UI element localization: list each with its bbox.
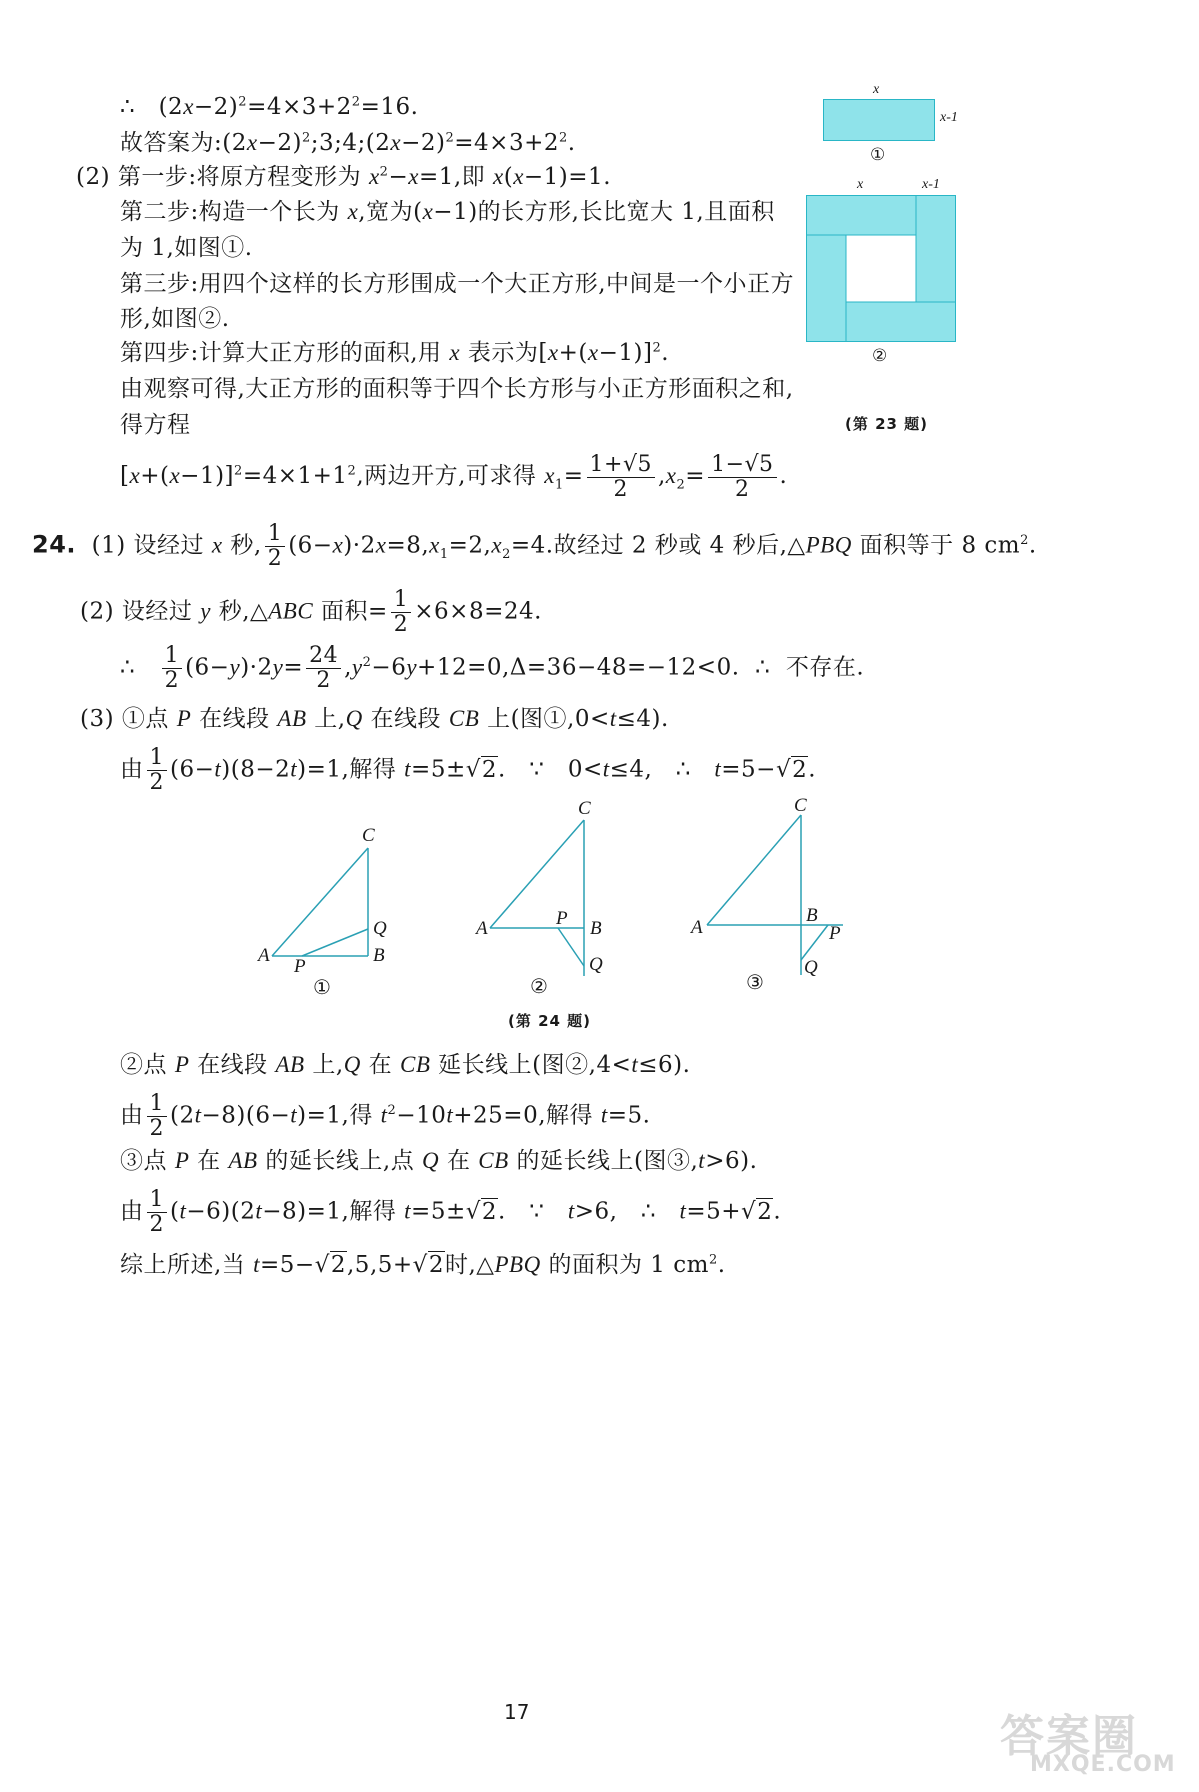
fig24-1-label-C: C [362,825,375,846]
q24-part-1: 24. (1) 设经过 x 秒, $\frac{1}{2}$ $(6-x)\cdot 2x=8,x_1=2,x_2=4$.故经过 2 秒或 4 秒后,△PBQ 面积等于 8 $cm^2$. [32,521,1037,571]
q24-part-3a: 由 $\frac{1}{2}$ (6−t)(8−2t)=1,解得 t=5±√2. ∵ 0<t≤4, ∴ t=5−√2. [120,745,817,795]
fig24-figure-1-number: ① [313,975,331,999]
q24-part-3: (3) ①点 P 在线段 AB 上,Q 在线段 CB 上(图①,0<t≤4). [80,706,669,732]
fig23-figure-1-number: ① [870,145,886,165]
q23-line-2: 故答案为$:(2x-2)^2;3;4;(2x-2)^2=4\times 3+2^2$. [120,130,576,156]
q24-part-3b: ②点 P 在线段 AB 上,Q 在 CB 延长线上(图②,4<t≤6). [120,1052,691,1078]
fig23-big-square [806,195,956,342]
q23-step-2b: 为 1,如图①. [120,235,253,261]
fig24-2-label-C: C [578,798,591,819]
q24-number: 24. [32,530,77,559]
root1-numerator: 1+√5 [587,453,655,478]
fig23-figure-2-number: ② [872,346,888,366]
fig24-2-label-B: B [590,918,602,939]
q23-step-4: 第四步:计算大正方形的面积,用 x 表示为$[x+(x-1)]^2$. [120,340,670,366]
fig23-label-x-minus-1: x-1 [940,110,958,125]
fig24-3-label-A: A [691,917,703,938]
q23-obs-1: 由观察可得,大正方形的面积等于四个长方形与小正方形面积之和, [120,376,794,402]
fig24-figure-3 [705,815,845,977]
q24-part-3c: 由 $\frac{1}{2}$ (2t−8)(6−t)=1,得 $t^2-10t+25=0$,解得 t=5. [120,1091,651,1141]
fig24-figure-2 [488,818,598,980]
fig24-3-label-B: B [806,905,818,926]
page-number: 17 [504,1700,530,1724]
q23-obs-2: 得方程 [120,412,191,438]
fig24-1-label-B: B [373,945,385,966]
q24-summary: 综上所述,当 t=5−√2,5,5+√2时,△PBQ 的面积为 1 $cm^2$. [120,1252,726,1278]
q24-part-3d: ③点 P 在 AB 的延长线上,点 Q 在 CB 的延长线上(图③,t>6). [120,1148,758,1174]
fig23-label-x-top: x [873,82,880,97]
fig24-3-label-Q: Q [804,957,818,978]
root2-numerator: 1−√5 [708,453,776,478]
q23-step-3b: 形,如图②. [120,306,230,332]
fig24-2-label-P: P [556,908,568,929]
watermark-url: MXQE.COM [1030,1752,1176,1777]
fig24-figure-2-number: ② [530,974,548,998]
fig24-1-label-A: A [258,945,270,966]
fig24-3-label-C: C [794,795,807,816]
q23-equation: $[x+(x-1)]^2=4\times 1+1^2$,两边开方,可求得 $x_1=$ $\frac{1+√5}{2}$ $,x_2=$ $\frac{1-√5}{2}$ . [120,451,788,502]
fig24-1-label-P: P [294,956,306,977]
fig23-rect-1 [823,99,935,141]
fig24-figure-3-number: ③ [746,970,764,994]
fig24-caption: (第 24 题) [508,1012,592,1030]
q23-step-3a: 第三步:用四个这样的长方形围成一个大正方形,中间是一个小正方 [120,271,795,297]
q23-step-1: (2) 第一步:将原方程变形为 $x^2-x=1$,即 x(x−1)=1. [76,164,611,190]
q23-step-2a: 第二步:构造一个长为 x,宽为(x−1)的长方形,长比宽大 1,且面积 [120,199,775,225]
fig24-3-label-P: P [829,923,841,944]
q24-part-2b: ∴ $\frac{1}{2}$ (6−y)·2y= $\frac{24}{2}$ $,y^2-6y+12=0,\Delta=36-48=-12<0$. ∴ 不存在. [120,643,865,693]
fig23-label-x-minus-1-2: x-1 [922,177,940,192]
fig24-2-label-A: A [476,918,488,939]
fig23-caption: (第 23 题) [845,415,929,433]
q23-line-1: ∴ $(2x-2)^2=4\times 3+2^2=16$. [120,94,419,120]
q24-part-2: (2) 设经过 y 秒,△ABC 面积= $\frac{1}{2}$ ×6×8=24. [80,587,542,637]
fig24-figure-1 [270,843,380,963]
fig24-1-label-Q: Q [373,918,387,939]
watermark-logo: 答案圈 [1000,1711,1138,1762]
fig23-label-x-2: x [857,177,864,192]
q24-part-3e: 由 $\frac{1}{2}$ (t−6)(2t−8)=1,解得 t=5±√2. ∵ t>6, ∴ t=5+√2. [120,1187,782,1237]
fig24-2-label-Q: Q [589,954,603,975]
